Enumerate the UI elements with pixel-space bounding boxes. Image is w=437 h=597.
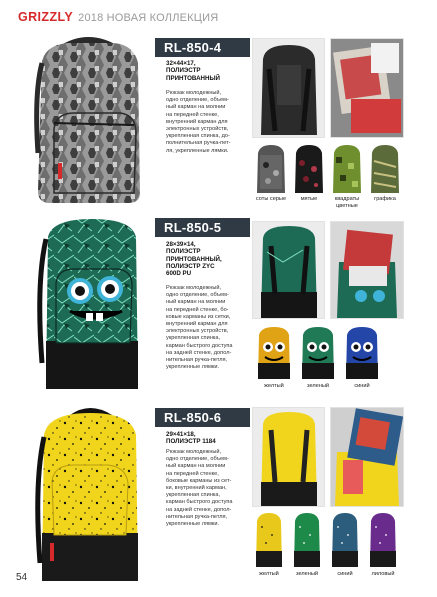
back-view-photo [252, 221, 325, 319]
variant-backpack-swatch [254, 143, 288, 195]
variant-backpack-swatch [254, 511, 284, 569]
variant-backpack-swatch [368, 143, 402, 195]
main-backpack-image [28, 33, 150, 205]
variant-backpack-swatch [255, 325, 293, 381]
variant-label: зеленый [306, 383, 330, 389]
interior-photo [330, 407, 404, 507]
variant-label: лиловый [371, 571, 395, 577]
spec-text: 29×41×18, ПОЛИЭСТР 1184 [166, 431, 216, 446]
variant-label: синий [354, 383, 370, 389]
variant-backpack-swatch [330, 143, 364, 195]
main-backpack-image [30, 403, 152, 583]
variant-backpack-swatch [343, 325, 381, 381]
product-section-rl-850-5 [0, 213, 437, 403]
brand-logo: GRIZZLY [18, 10, 74, 24]
interior-photo [330, 221, 404, 319]
spec-text: 28×39×14, ПОЛИЭСТР ПРИНТОВАННЫЙ, ПОЛИЭСТР ZYC 600D PU [166, 241, 222, 278]
variant-label: желтый [264, 383, 284, 389]
description-text: Рюкзак молодежный, одно отделение, объем- ный карман на молнии на передней стенке, внутренний карман для электронных устройств, укрепленная спинка, до- полнительная ручка-пет- ля, укрепленные лямки. [166, 90, 231, 154]
variant-label: синий [337, 571, 353, 577]
collection-title: 2018 НОВАЯ КОЛЛЕКЦИЯ [78, 12, 219, 24]
description-text: Рюкзак молодежный, одно отделение, объем- ный карман на молнии на передней стенке, бо- ковые карманы из сетки, внутренний карман для электронных устройств, укрепленная спинка, карман быстрого доступа на задней стенке, допол- нительная ручка-петля, укрепленные лямки. [166, 285, 233, 371]
variant-label: желтый [259, 571, 279, 577]
model-title: RL-850-4 [155, 38, 250, 57]
variant-label: мятые [300, 196, 318, 202]
spec-text: 32×44×17, ПОЛИЭСТР ПРИНТОВАННЫЙ [166, 60, 220, 82]
back-view-photo [252, 38, 325, 138]
variant-backpack-swatch [292, 511, 322, 569]
product-section-rl-850-4 [0, 33, 437, 213]
variant-backpack-swatch [292, 143, 326, 195]
description-text: Рюкзак молодежный, одно отделение, объем- ный карман на молнии на передней стенке, боковые карманы из сет- ки, внутренний карман, укрепленная спинка, карман быстрого доступа на задней стенке, допол- нительная ручка-петля, укрепленные лямки. [166, 449, 233, 528]
variant-label: графика [374, 196, 396, 202]
page-number: 54 [16, 572, 28, 583]
variant-backpack-swatch [368, 511, 398, 569]
variant-label: соты серые [255, 196, 287, 202]
model-title: RL-850-5 [155, 218, 250, 237]
variant-label: зеленый [295, 571, 319, 577]
variant-backpack-swatch [330, 511, 360, 569]
back-view-photo [252, 407, 325, 507]
variant-label: квадраты цветные [334, 196, 360, 209]
variant-backpack-swatch [299, 325, 337, 381]
model-title: RL-850-6 [155, 408, 250, 427]
product-section-rl-850-6 [0, 403, 437, 589]
main-backpack-image [34, 213, 152, 395]
page-header [18, 10, 218, 26]
interior-photo [330, 38, 404, 138]
